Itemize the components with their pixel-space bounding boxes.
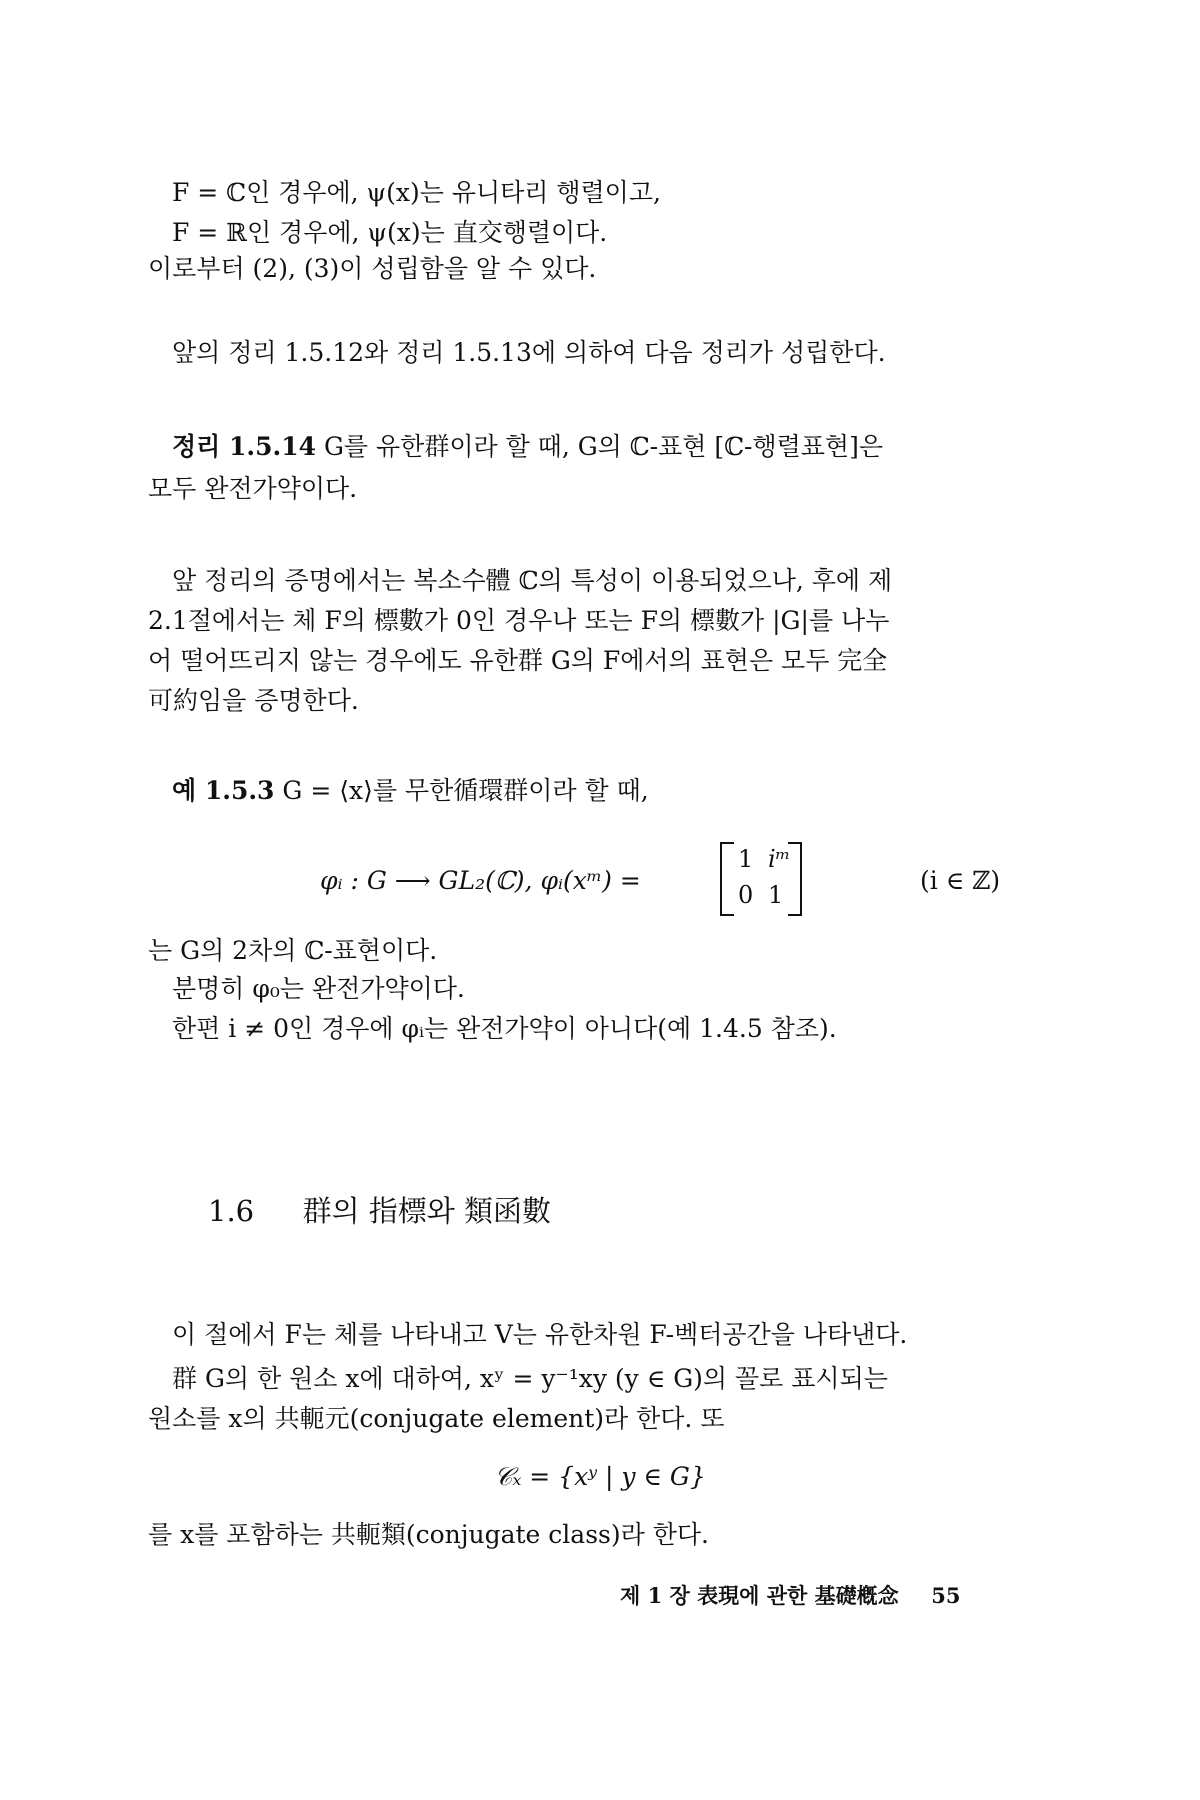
text-line: F = ℝ인 경우에, ψ(x)는 直交행렬이다. <box>172 218 608 247</box>
text-line: 어 떨어뜨리지 않는 경우에도 유한群 G의 F에서의 표현은 모두 完全 <box>148 646 888 675</box>
theorem-line <box>172 430 883 464</box>
section-number: 1.6 <box>208 1194 255 1228</box>
matrix-equation <box>320 842 1020 920</box>
text-line: 이 절에서 F는 체를 나타내고 V는 유한차원 F-벡터공간을 나타낸다. <box>172 1320 908 1349</box>
chapter-title: 제 1 장 表現에 관한 基礎槪念 <box>620 1583 899 1608</box>
example-label: 예 1.5.3 <box>172 776 275 805</box>
matrix-cell: 0 <box>738 881 754 909</box>
text-line: 群 G의 한 원소 x에 대하여, xʸ = y⁻¹xy (y ∈ G)의 꼴로 표시되는 <box>172 1364 888 1393</box>
text-line: 앞의 정리 1.5.12와 정리 1.5.13에 의하여 다음 정리가 성립한다. <box>172 338 886 367</box>
example-text: G = ⟨x⟩를 무한循環群이라 할 때, <box>282 776 649 805</box>
section-title: 群의 指標와 類函數 <box>302 1194 552 1228</box>
running-footer <box>620 1582 960 1610</box>
page-number: 55 <box>931 1583 961 1608</box>
text-line: 2.1절에서는 체 F의 標數가 0인 경우나 또는 F의 標數가 |G|를 나누 <box>148 606 890 635</box>
text-line: 한편 i ≠ 0인 경우에 φᵢ는 완전가약이 아니다(예 1.4.5 참조). <box>172 1014 837 1043</box>
theorem-label: 정리 1.5.14 <box>172 432 316 461</box>
right-bracket <box>788 842 802 916</box>
text-line: 분명히 φ₀는 완전가약이다. <box>172 974 465 1003</box>
formula-line: 𝒞ₓ = {xʸ | y ∈ G} <box>494 1462 706 1491</box>
text-line: 可約임을 증명한다. <box>148 686 359 715</box>
text-line: 이로부터 (2), (3)이 성립함을 알 수 있다. <box>148 254 597 283</box>
section-heading <box>208 1192 551 1230</box>
text-line: 를 x를 포함하는 共軛類(conjugate class)라 한다. <box>148 1520 709 1549</box>
text-line: 는 G의 2차의 ℂ-표현이다. <box>148 936 438 965</box>
left-bracket <box>720 842 734 916</box>
matrix-condition: (i ∈ ℤ) <box>920 866 1001 895</box>
matrix-lhs: φᵢ : G ⟶ GL₂(ℂ), φᵢ(xᵐ) = <box>320 866 641 895</box>
matrix-cell: 1 <box>738 845 754 873</box>
text-line: 모두 완전가약이다. <box>148 474 358 503</box>
matrix-cell: 1 <box>768 881 784 909</box>
text-line: 앞 정리의 증명에서는 복소수體 ℂ의 특성이 이용되었으나, 후에 제 <box>172 566 893 595</box>
text-line: F = ℂ인 경우에, ψ(x)는 유니타리 행렬이고, <box>172 178 661 207</box>
text-line: 원소를 x의 共軛元(conjugate element)라 한다. 또 <box>148 1404 725 1433</box>
theorem-text: G를 유한群이라 할 때, G의 ℂ-표현 [ℂ-행렬표현]은 <box>323 432 883 461</box>
example-line <box>172 774 649 808</box>
matrix-cell: iᵐ <box>768 845 791 873</box>
